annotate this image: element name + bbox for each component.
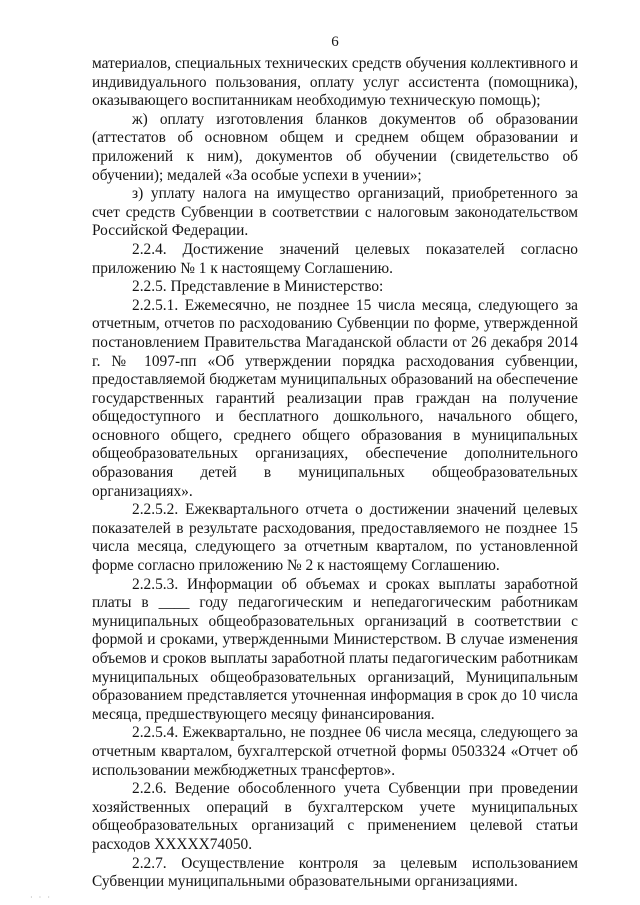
- paragraph-item-zh: ж) оплату изготовления бланков документов об образовании (аттестатов об основном общем и среднем общем образовании и приложений к ним), документов об обучении (свидетельство об обучении); медалей «За особые успехи в учении»;: [92, 110, 578, 184]
- paragraph-clause-2-2-5: 2.2.5. Представление в Министерство:: [132, 278, 384, 296]
- paragraph-clause-2-2-5-4: 2.2.5.4. Ежеквартально, не позднее 06 числа месяца, следующего за отчетным кварталом, бухгалтерской отчетной формы 0503324 «Отчет об использовании межбюджетных трансфертов».: [92, 724, 578, 779]
- paragraph-clause-2-2-6: 2.2.6. Ведение обособленного учета Субвенции при проведении хозяйственных операций в бухгалтерском учете муниципальных общеобразовательных организаций с применением целевой статьи расходов ХХХХХ74050.: [92, 780, 578, 853]
- scan-artifact: · · ·: [30, 893, 52, 902]
- paragraph-clause-2-2-5-2: 2.2.5.2. Ежеквартального отчета о достижении значений целевых показателей в результате расходования, предоставляемого не позднее 15 числа месяца, следующего за отчетным кварталом, по установленной форме согласно приложению № 2 к настоящему Соглашению.: [92, 501, 578, 575]
- paragraph-item-z: з) уплату налога на имущество организаций, приобретенного за счет средств Субвенции в соответствии с налоговым законодательством Российской Федерации.: [92, 185, 578, 240]
- document-body: [92, 55, 578, 892]
- paragraph-cont-materials: материалов, специальных технических средств обучения коллективного и индивидуального пользования, оплату услуг ассистента (помощника), оказывающего воспитанникам необходимую техническую помощь);: [92, 55, 578, 110]
- paragraph-clause-2-2-7: 2.2.7. Осуществление контроля за целевым использованием Субвенции муниципальными образовательными организациями.: [92, 854, 578, 891]
- paragraph-clause-2-2-4: 2.2.4. Достижение значений целевых показателей согласно приложению № 1 к настоящему Соглашению.: [92, 240, 578, 277]
- paragraph-clause-2-2-5-1: 2.2.5.1. Ежемесячно, не позднее 15 числа месяца, следующего за отчетным, отчетов по расходованию Субвенции по форме, утвержденной постановлением Правительства Магаданской области от 26 декабря 2014 г. № 1097-пп «Об утверждении порядка расходования субвенции, предоставляемой бюджетам муниципальных образований на обеспечение государственных гарантий реализации прав граждан на получение общедоступного и бесплатного дошкольного, начального общего, основного общего, среднего общего образования в муниципальных общеобразовательных организациях, обеспечение дополнительного образования детей в муниципальных общеобразовательных организациях».: [92, 296, 578, 500]
- page-number: 6: [331, 34, 339, 50]
- paragraph-clause-2-2-5-3: 2.2.5.3. Информации об объемах и сроках выплаты заработной платы в ____ году педагогическим и непедагогическим работникам муниципальных общеобразовательных организаций в соответствии с формой и сроками, утвержденными Министерством. В случае изменения объемов и сроков выплаты заработной платы педагогическим работникам муниципальных общеобразовательных организаций, Муниципальным образованием представляется уточненная информация в срок до 10 числа месяца, предшествующего месяцу финансирования.: [92, 575, 578, 723]
